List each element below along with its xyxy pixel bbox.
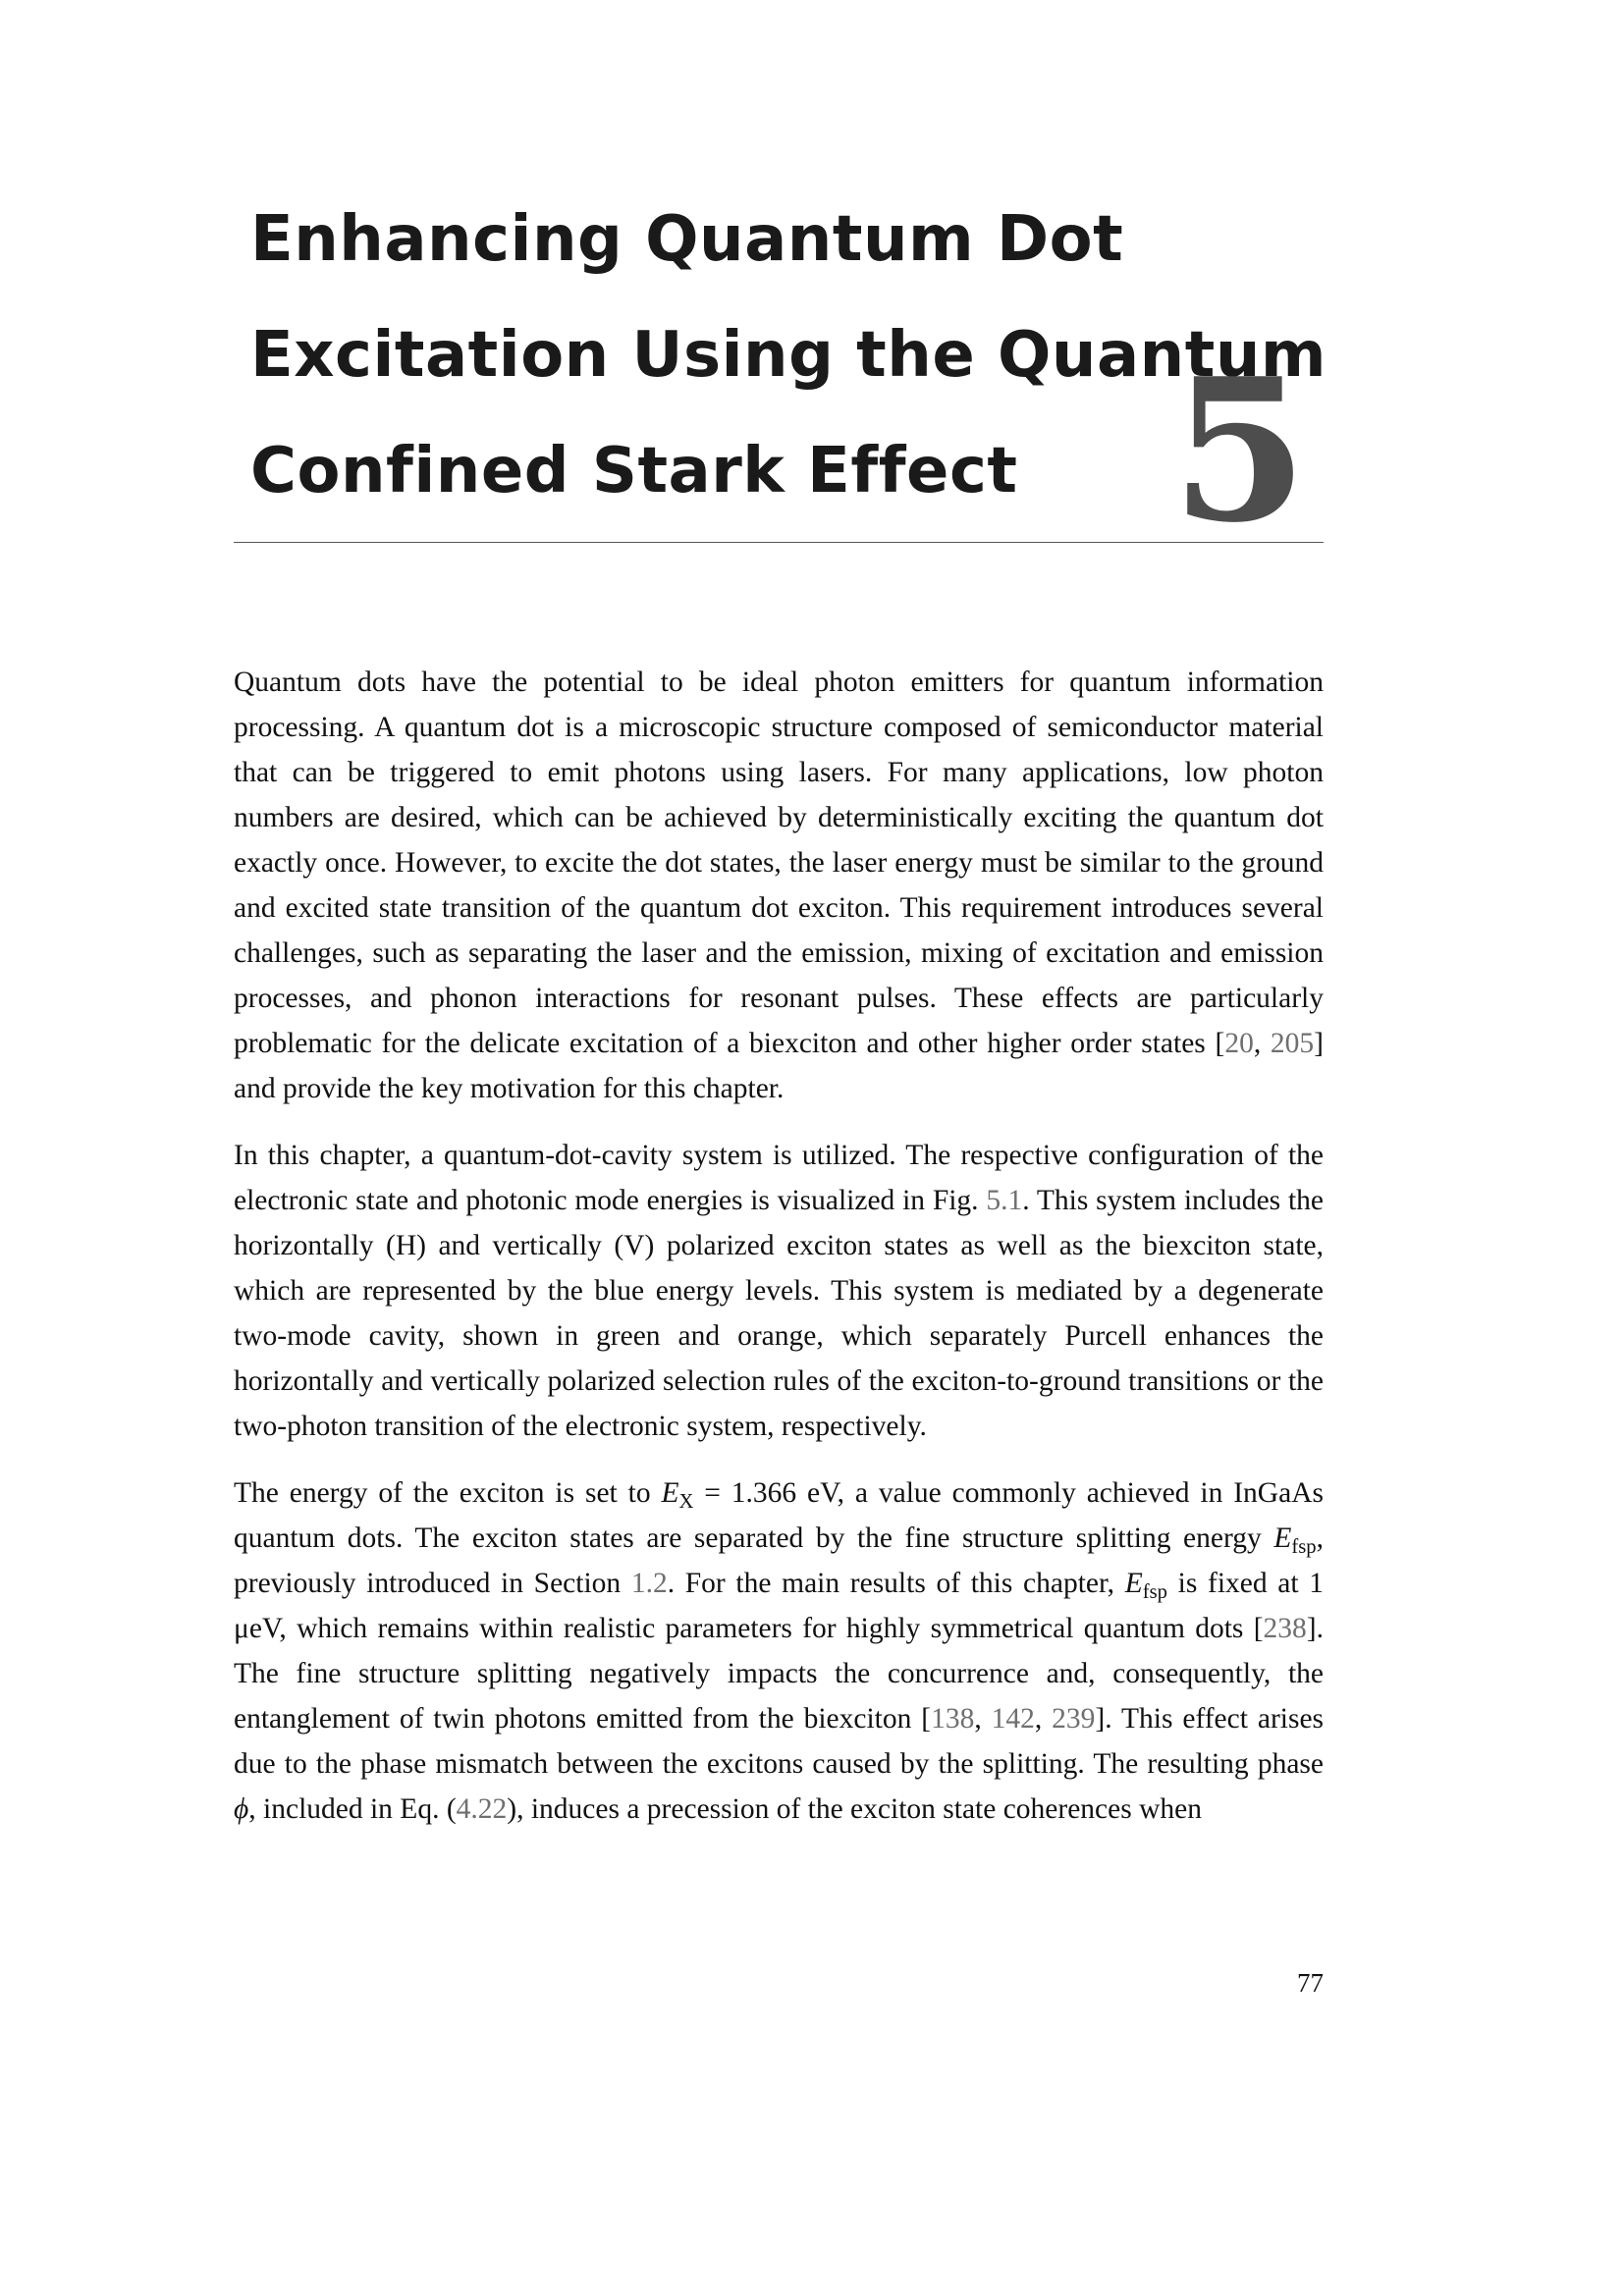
math-symbol: E xyxy=(661,1477,679,1509)
text-run: ]. The fine structure splitting negatively impacts the concurrence and, consequently, the entanglement of twin photons emitted from the biexciton [ xyxy=(234,1613,1324,1735)
chapter-title-line-2: Excitation Using the Quantum xyxy=(250,319,1327,392)
text-run: , included in Eq. ( xyxy=(248,1793,457,1825)
text-run: Quantum dots have the potential to be ideal photon emitters for quantum information processing. A quantum dot is a microscopic structure composed of semiconductor material that can be triggered to emit photons using lasers. For many applications, low photon numbers are desired, which can be achieved by deterministically exciting the quantum dot exactly once. However, to excite the dot states, the laser energy must be similar to the ground and excited state transition of the quantum dot exciton. This requirement introduces several challenges, such as separating the laser and the emission, mixing of excitation and emission processes, and phonon interactions for resonant pulses. These effects are particularly problematic for the delicate excitation of a biexciton and other higher order states [ xyxy=(234,667,1324,1059)
chapter-title-line-1: Enhancing Quantum Dot xyxy=(250,203,1124,276)
text-run: ), induces a precession of the exciton state coherences when xyxy=(507,1793,1202,1825)
text-run: ] and provide the key motivation for this chapter. xyxy=(234,1028,1324,1104)
text-run: ]. This effect arises due to the phase mismatch between the excitons caused by the splitting. The resulting phase xyxy=(234,1703,1325,1780)
page-number: 77 xyxy=(1297,1968,1324,1998)
text-run: , previously introduced in Section xyxy=(234,1522,1324,1599)
body-text xyxy=(234,660,1324,1853)
math-symbol: E xyxy=(1124,1568,1143,1599)
text-run: The energy of the exciton is set to xyxy=(234,1477,662,1509)
text-run: , xyxy=(974,1703,992,1735)
title-divider xyxy=(234,542,1324,543)
citation-link[interactable]: 20 xyxy=(1224,1028,1254,1059)
citation-link[interactable]: 142 xyxy=(991,1703,1035,1735)
text-run: , xyxy=(1034,1703,1053,1735)
paragraph-1 xyxy=(234,660,1324,1111)
paragraph-2 xyxy=(234,1133,1324,1449)
chapter-title-line-3: Confined Stark Effect xyxy=(250,435,1018,507)
math-subscript: X xyxy=(678,1491,694,1514)
paragraph-3 xyxy=(234,1470,1324,1832)
math-subscript: fsp xyxy=(1291,1536,1317,1559)
equation-reference-link[interactable]: 4.22 xyxy=(456,1793,508,1825)
text-run: . This system includes the horizontally (H) and vertically (V) polarized exciton states as well as the biexciton state, which are represented by the blue energy levels. This system is mediated by a degenerate two-mode cavity, shown in green and orange, which separately Purcell enhances the horizontally and vertically polarized selection rules of the exciton-to-ground transitions or the two-photon transition of the electronic system, respectively. xyxy=(234,1185,1324,1442)
math-subscript: fsp xyxy=(1142,1581,1167,1604)
text-run: is fixed at 1 μeV, which remains within realistic parameters for highly symmetrical quantum dots [ xyxy=(234,1568,1324,1644)
text-run: . For the main results of this chapter, xyxy=(667,1568,1125,1599)
citation-link[interactable]: 138 xyxy=(931,1703,975,1735)
text-run: , xyxy=(1253,1028,1271,1059)
citation-link[interactable]: 238 xyxy=(1263,1613,1307,1644)
math-symbol: E xyxy=(1273,1522,1292,1554)
chapter-number: 5 xyxy=(1170,336,1308,566)
citation-link[interactable]: 239 xyxy=(1052,1703,1096,1735)
chapter-title xyxy=(250,182,1327,529)
text-run: In this chapter, a quantum-dot-cavity system is utilized. The respective configuration of the electronic state and photonic mode energies is visualized in Fig. xyxy=(234,1140,1324,1216)
section-reference-link[interactable]: 1.2 xyxy=(630,1568,668,1599)
text-run: = 1.366 eV, a value commonly achieved in InGaAs quantum dots. The exciton states are separated by the fine structure splitting energy xyxy=(234,1477,1324,1554)
math-symbol: ϕ xyxy=(234,1793,249,1825)
citation-link[interactable]: 205 xyxy=(1270,1028,1315,1059)
figure-reference-link[interactable]: 5.1 xyxy=(986,1185,1023,1216)
